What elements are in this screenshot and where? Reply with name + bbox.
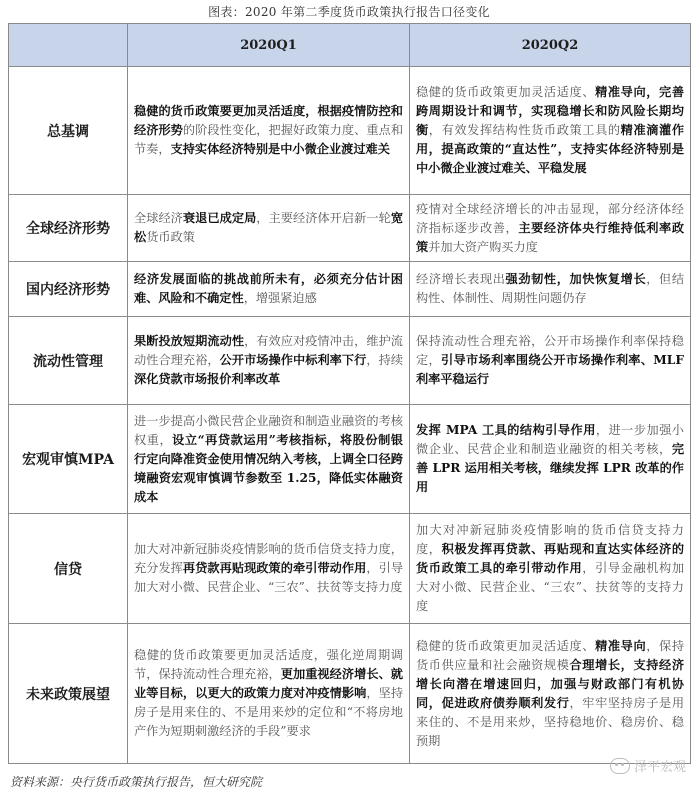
q2-cell [410,405,691,514]
bold-text-segment: 精准滴灌作用，提高政策的“直达性”，支持实体经济特别是中小微企业渡过难关、平稳发展 [416,123,685,175]
q1-cell [128,317,410,405]
text-segment: 稳健的货币政策更加灵活适度、 [416,638,596,653]
text-segment: 加大对冲新冠肺炎疫情影响的货币信贷支持力度，充分发挥 [134,542,403,575]
text-segment: ，引导金融机构加大对小微、民营企业、“三农”、扶贫等的支持力度 [416,561,685,613]
text-segment: 的阶段性变化，把握好政策力度、重点和节奏， [134,123,404,156]
text-segment: 疫情对全球经济增长的冲击显现，部分经济体经济指标逐步改善， [416,201,684,235]
table-row [9,405,691,514]
bold-text-segment: 宽松 [134,211,404,244]
row-label: 未来政策展望 [9,624,128,764]
text-segment: 经济增长表现出 [416,272,506,286]
q2-cell [410,262,691,317]
q1-cell [128,405,410,514]
bold-text-segment: 引导市场利率围绕公开市场操作利率、MLF 利率平稳运行 [416,353,685,386]
text-segment: 进一步提高小微民营企业融资和制造业融资的考核权重， [134,413,403,447]
text-segment: ，有效发挥结构性货币政策工具的 [428,123,621,137]
bold-text-segment: 主要经济体央行维持低利率政策 [416,220,685,254]
bold-text-segment: 公开市场操作中标利率下行 [219,353,367,367]
policy-comparison-table [8,23,691,764]
bold-text-segment: 果断投放短期流动性 [134,334,245,348]
bold-text-segment: 合理增长，支持经济增长向潜在增速回归，加强与财政部门有机协同，促进政府债券顺利发行 [416,657,685,710]
row-label: 流动性管理 [9,317,128,405]
table-row [9,195,691,262]
bold-text-segment: 更加重视经济增长、就业等目标，以更大的政策力度对冲疫情影响 [134,667,403,700]
q2-cell [410,317,691,405]
table-row [9,624,691,764]
text-segment: ，引导加大对小微、民营企业、“三农”、扶贫等支持力度 [134,561,404,594]
row-label: 宏观审慎MPA [9,405,128,514]
text-segment: 稳健的货币政策更加灵活适度、 [416,85,596,99]
text-segment: 加大对冲新冠肺炎疫情影响的货币信贷支持力度， [416,523,684,556]
bold-text-segment: 设立“再贷款运用”考核指标，将股份制银行定向降准资金使用情况纳入考核，上调全口径跨境融资宏观审慎调节参数至 1.25，降低实体融资成本 [134,432,403,504]
bold-text-segment: 精准导向，完善跨周期设计和调节，实现稳增长和防风险长期均衡 [416,85,685,137]
row-label: 信贷 [9,514,128,624]
text-segment: ，坚持房子是用来住的、不是用来炒的定位和“不将房地产作为短期刺激经济的手段”要求 [134,686,404,738]
q2-cell [410,195,691,262]
header-corner-cell [9,24,128,67]
text-segment: ，主要经济体开启新一轮 [256,211,391,225]
q1-cell [128,67,410,195]
q1-cell [128,514,410,624]
text-segment: ，但结构性、体制性、周期性问题仍存 [416,272,685,305]
figure-caption: 图表：2020 年第二季度货币政策执行报告口径变化 [208,5,490,19]
bold-text-segment: 支持实体经济特别是中小微企业渡过难关 [170,142,390,156]
text-segment: 稳健的货币政策要更加灵活适度，强化逆周期调节，保持流动性合理充裕， [134,648,403,681]
header-row [9,24,691,67]
wechat-icon [610,758,630,774]
bold-text-segment: 强劲韧性，加快恢复增长 [505,272,647,286]
table-row [9,317,691,405]
column-header-q1: 2020Q1 [128,24,410,67]
q1-cell [128,262,410,317]
column-header-q2: 2020Q2 [410,24,691,67]
table-row [9,67,691,195]
text-segment: ，增强紧迫感 [243,291,317,305]
row-label: 总基调 [9,67,128,195]
bold-text-segment: 衰退已成定局 [182,211,257,225]
bold-text-segment: 完善 LPR 运用相关考核，继续发挥 LPR 改革的作用 [416,442,684,494]
source-note: 资料来源：央行货币政策执行报告，恒大研究院 [10,775,263,789]
text-segment: ，持续 [366,353,404,367]
bold-text-segment: 再贷款再贴现政策的牵引带动作用 [182,561,367,575]
bold-text-segment: 发挥 MPA 工具的结构引导作用 [416,423,596,437]
text-segment: 并加大资产购买力度 [428,239,538,254]
bold-text-segment: 经济发展面临的挑战前所未有，必须充分估计困难、风险和不确定性 [134,272,403,305]
bold-text-segment: 精准导向 [595,638,647,653]
q2-cell [410,624,691,764]
row-label: 全球经济形势 [9,195,128,262]
table-row [9,514,691,624]
bold-text-segment: 积极发挥再贷款、再贴现和直达实体经济的货币政策工具的牵引带动作用 [416,542,685,575]
text-segment: 货币政策 [146,230,195,244]
text-segment: 全球经济 [134,211,183,225]
text-segment: ，进一步加强小微企业、民营企业和制造业融资的相关考核， [416,423,684,456]
text-segment: 保持流动性合理充裕，公开市场操作利率保持稳定， [416,334,684,367]
text-segment: ，牢牢坚持房子是用来住的、不是用来炒，坚持稳地价、稳房价、稳预期 [416,695,685,748]
watermark [610,756,686,775]
watermark-text: 泽平宏观 [633,760,686,775]
bold-text-segment: 深化贷款市场报价利率改革 [134,372,281,386]
bold-text-segment: 稳健的货币政策要更加灵活适度，根据疫情防控和经济形势 [134,104,403,137]
q1-cell [128,195,410,262]
q2-cell [410,514,691,624]
q2-cell [410,67,691,195]
table-row [9,262,691,317]
text-segment: ，有效应对疫情冲击，维护流动性合理充裕， [134,334,403,367]
q1-cell [128,624,410,764]
text-segment: ，保持货币供应量和社会融资规模 [416,638,685,672]
row-label: 国内经济形势 [9,262,128,317]
